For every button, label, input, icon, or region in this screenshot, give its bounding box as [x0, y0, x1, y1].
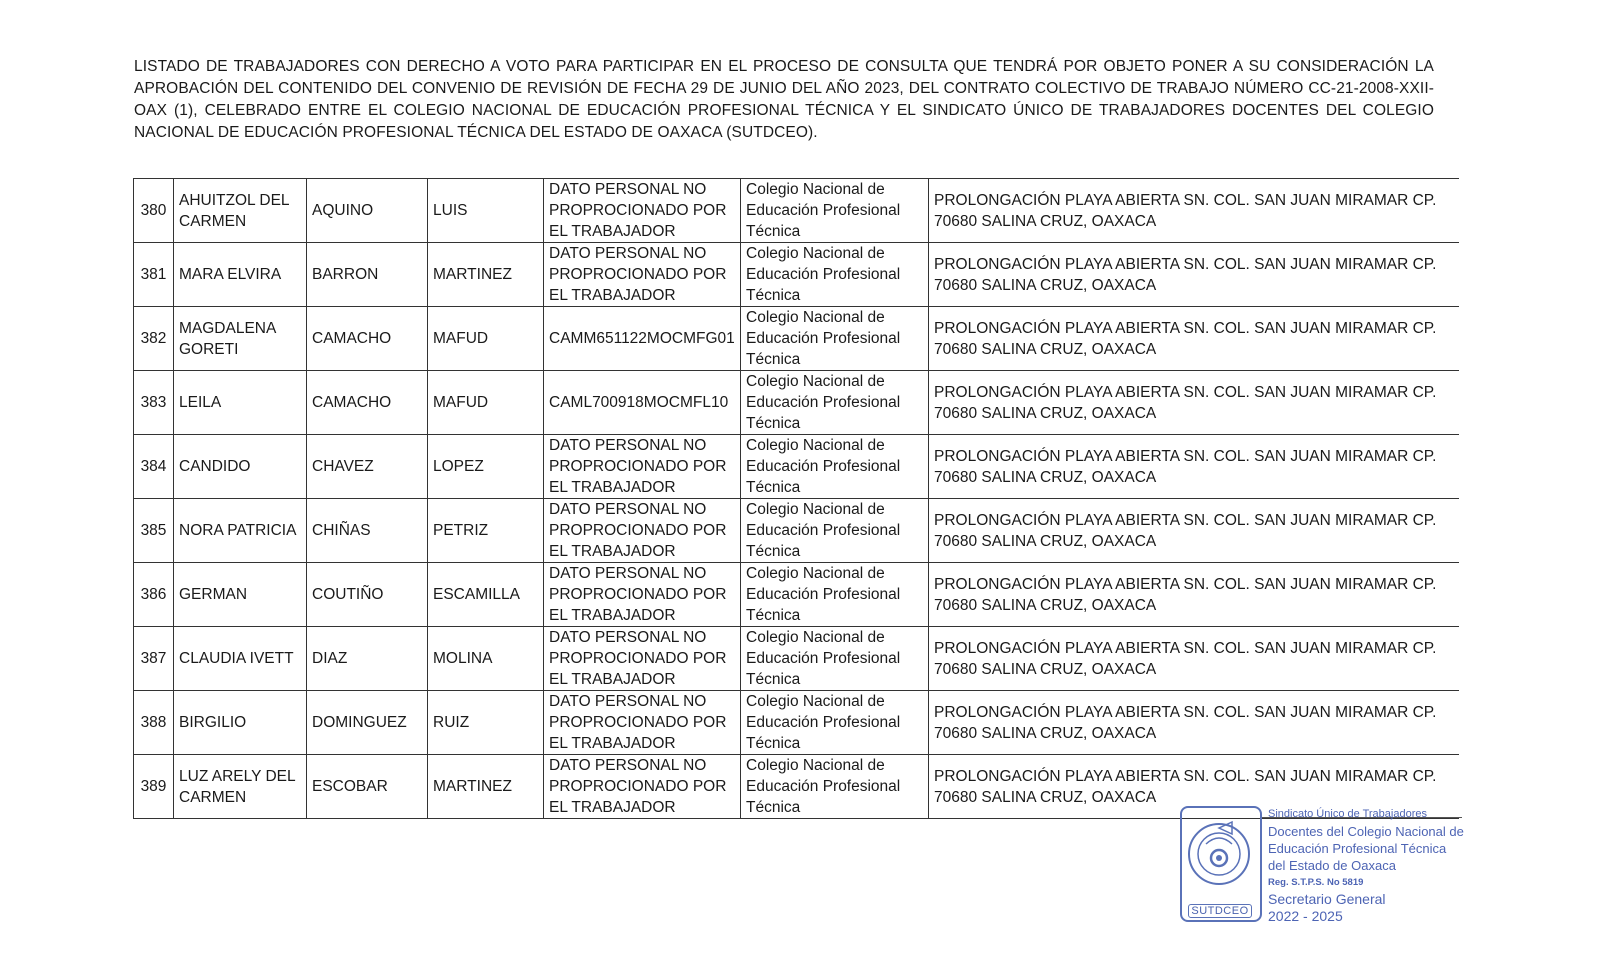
workers-table: [133, 178, 1459, 819]
row-number: 387: [134, 627, 174, 691]
maternal-surname-cell: MAFUD: [428, 307, 544, 371]
curp-cell: DATO PERSONAL NO PROPROCIONADO POR EL TRABAJADOR: [544, 755, 741, 819]
first-name-cell: CLAUDIA IVETT: [174, 627, 307, 691]
row-number: 388: [134, 691, 174, 755]
table-row: [134, 179, 1459, 243]
first-name-cell: MAGDALENA GORETI: [174, 307, 307, 371]
union-seal-text: [1268, 806, 1468, 925]
seal-line-1: Sindicato Único de Trabajadores: [1268, 808, 1427, 820]
address-cell: PROLONGACIÓN PLAYA ABIERTA SN. COL. SAN JUAN MIRAMAR CP. 70680 SALINA CRUZ, OAXACA: [929, 435, 1459, 499]
paternal-surname-cell: CAMACHO: [307, 307, 428, 371]
first-name-cell: LUZ ARELY DEL CARMEN: [174, 755, 307, 819]
address-cell: PROLONGACIÓN PLAYA ABIERTA SN. COL. SAN JUAN MIRAMAR CP. 70680 SALINA CRUZ, OAXACA: [929, 371, 1459, 435]
address-cell: PROLONGACIÓN PLAYA ABIERTA SN. COL. SAN JUAN MIRAMAR CP. 70680 SALINA CRUZ, OAXACA: [929, 499, 1459, 563]
curp-cell: DATO PERSONAL NO PROPROCIONADO POR EL TRABAJADOR: [544, 499, 741, 563]
employer-cell: Colegio Nacional de Educación Profesional Técnica: [741, 627, 929, 691]
table-row: [134, 435, 1459, 499]
maternal-surname-cell: PETRIZ: [428, 499, 544, 563]
employer-cell: Colegio Nacional de Educación Profesional Técnica: [741, 563, 929, 627]
curp-cell: DATO PERSONAL NO PROPROCIONADO POR EL TRABAJADOR: [544, 435, 741, 499]
seal-registration: Reg. S.T.P.S. No 5819: [1268, 877, 1364, 888]
paternal-surname-cell: AQUINO: [307, 179, 428, 243]
seal-role: Secretario General: [1268, 891, 1386, 907]
table-row: [134, 563, 1459, 627]
paternal-surname-cell: COUTIÑO: [307, 563, 428, 627]
first-name-cell: AHUITZOL DEL CARMEN: [174, 179, 307, 243]
paternal-surname-cell: DOMINGUEZ: [307, 691, 428, 755]
employer-cell: Colegio Nacional de Educación Profesional Técnica: [741, 499, 929, 563]
workers-table-body: [134, 179, 1459, 819]
maternal-surname-cell: MAFUD: [428, 371, 544, 435]
curp-cell: DATO PERSONAL NO PROPROCIONADO POR EL TRABAJADOR: [544, 691, 741, 755]
seal-line-3: Educación Profesional Técnica: [1268, 841, 1447, 856]
maternal-surname-cell: MOLINA: [428, 627, 544, 691]
maternal-surname-cell: LUIS: [428, 179, 544, 243]
seal-period: 2022 - 2025: [1268, 908, 1343, 924]
address-cell: PROLONGACIÓN PLAYA ABIERTA SN. COL. SAN JUAN MIRAMAR CP. 70680 SALINA CRUZ, OAXACA: [929, 627, 1459, 691]
curp-cell: CAMM651122MOCMFG01: [544, 307, 741, 371]
table-row: [134, 307, 1459, 371]
row-number: 389: [134, 755, 174, 819]
employer-cell: Colegio Nacional de Educación Profesional Técnica: [741, 691, 929, 755]
address-cell: PROLONGACIÓN PLAYA ABIERTA SN. COL. SAN JUAN MIRAMAR CP. 70680 SALINA CRUZ, OAXACA: [929, 691, 1459, 755]
row-number: 385: [134, 499, 174, 563]
first-name-cell: BIRGILIO: [174, 691, 307, 755]
maternal-surname-cell: MARTINEZ: [428, 755, 544, 819]
seal-line-4: del Estado de Oaxaca: [1268, 858, 1396, 873]
maternal-surname-cell: RUIZ: [428, 691, 544, 755]
table-row: [134, 243, 1459, 307]
curp-cell: DATO PERSONAL NO PROPROCIONADO POR EL TRABAJADOR: [544, 627, 741, 691]
employer-cell: Colegio Nacional de Educación Profesional Técnica: [741, 435, 929, 499]
row-number: 380: [134, 179, 174, 243]
row-number: 386: [134, 563, 174, 627]
union-emblem-icon: [1186, 814, 1252, 898]
employer-cell: Colegio Nacional de Educación Profesional Técnica: [741, 755, 929, 819]
address-cell: PROLONGACIÓN PLAYA ABIERTA SN. COL. SAN JUAN MIRAMAR CP. 70680 SALINA CRUZ, OAXACA: [929, 307, 1459, 371]
first-name-cell: LEILA: [174, 371, 307, 435]
paternal-surname-cell: CAMACHO: [307, 371, 428, 435]
employer-cell: Colegio Nacional de Educación Profesional Técnica: [741, 307, 929, 371]
first-name-cell: CANDIDO: [174, 435, 307, 499]
address-cell: PROLONGACIÓN PLAYA ABIERTA SN. COL. SAN JUAN MIRAMAR CP. 70680 SALINA CRUZ, OAXACA: [929, 563, 1459, 627]
table-row: [134, 627, 1459, 691]
paternal-surname-cell: DIAZ: [307, 627, 428, 691]
curp-cell: DATO PERSONAL NO PROPROCIONADO POR EL TRABAJADOR: [544, 243, 741, 307]
maternal-surname-cell: MARTINEZ: [428, 243, 544, 307]
row-number: 381: [134, 243, 174, 307]
row-number: 384: [134, 435, 174, 499]
address-cell: PROLONGACIÓN PLAYA ABIERTA SN. COL. SAN JUAN MIRAMAR CP. 70680 SALINA CRUZ, OAXACA: [929, 179, 1459, 243]
employer-cell: Colegio Nacional de Educación Profesional Técnica: [741, 179, 929, 243]
paternal-surname-cell: CHAVEZ: [307, 435, 428, 499]
row-number: 383: [134, 371, 174, 435]
seal-line-2: Docentes del Colegio Nacional de: [1268, 824, 1464, 839]
curp-cell: DATO PERSONAL NO PROPROCIONADO POR EL TRABAJADOR: [544, 563, 741, 627]
curp-cell: DATO PERSONAL NO PROPROCIONADO POR EL TRABAJADOR: [544, 179, 741, 243]
maternal-surname-cell: ESCAMILLA: [428, 563, 544, 627]
curp-cell: CAML700918MOCMFL10: [544, 371, 741, 435]
stamp-label: SUTDCEO: [1188, 904, 1252, 918]
maternal-surname-cell: LOPEZ: [428, 435, 544, 499]
employer-cell: Colegio Nacional de Educación Profesional Técnica: [741, 371, 929, 435]
row-number: 382: [134, 307, 174, 371]
document-heading: LISTADO DE TRABAJADORES CON DERECHO A VOTO PARA PARTICIPAR EN EL PROCESO DE CONSULTA QUE TENDRÁ POR OBJETO PONER A SU CONSIDERACIÓN LA APROBACIÓN DEL CONTENIDO DEL CONVENIO DE REVISIÓN DE FECHA 29 DE JUNIO DEL AÑO 2023, DEL CONTRATO COLECTIVO DE TRABAJO NÚMERO CC-21-2008-XXII-OAX (1), CELEBRADO ENTRE EL COLEGIO NACIONAL DE EDUCACIÓN PROFESIONAL TÉCNICA Y EL SINDICATO ÚNICO DE TRABAJADORES DOCENTES DEL COLEGIO NACIONAL DE EDUCACIÓN PROFESIONAL TÉCNICA DEL ESTADO DE OAXACA (SUTDCEO).: [134, 58, 1434, 141]
first-name-cell: GERMAN: [174, 563, 307, 627]
table-row: [134, 691, 1459, 755]
paternal-surname-cell: CHIÑAS: [307, 499, 428, 563]
employer-cell: Colegio Nacional de Educación Profesional Técnica: [741, 243, 929, 307]
first-name-cell: NORA PATRICIA: [174, 499, 307, 563]
address-cell: PROLONGACIÓN PLAYA ABIERTA SN. COL. SAN JUAN MIRAMAR CP. 70680 SALINA CRUZ, OAXACA: [929, 243, 1459, 307]
table-row: [134, 499, 1459, 563]
union-stamp: [1180, 806, 1262, 922]
address-cell: PROLONGACIÓN PLAYA ABIERTA SN. COL. SAN JUAN MIRAMAR CP. 70680 SALINA CRUZ, OAXACA: [929, 755, 1459, 819]
paternal-surname-cell: ESCOBAR: [307, 755, 428, 819]
table-row: [134, 371, 1459, 435]
first-name-cell: MARA ELVIRA: [174, 243, 307, 307]
paternal-surname-cell: BARRON: [307, 243, 428, 307]
